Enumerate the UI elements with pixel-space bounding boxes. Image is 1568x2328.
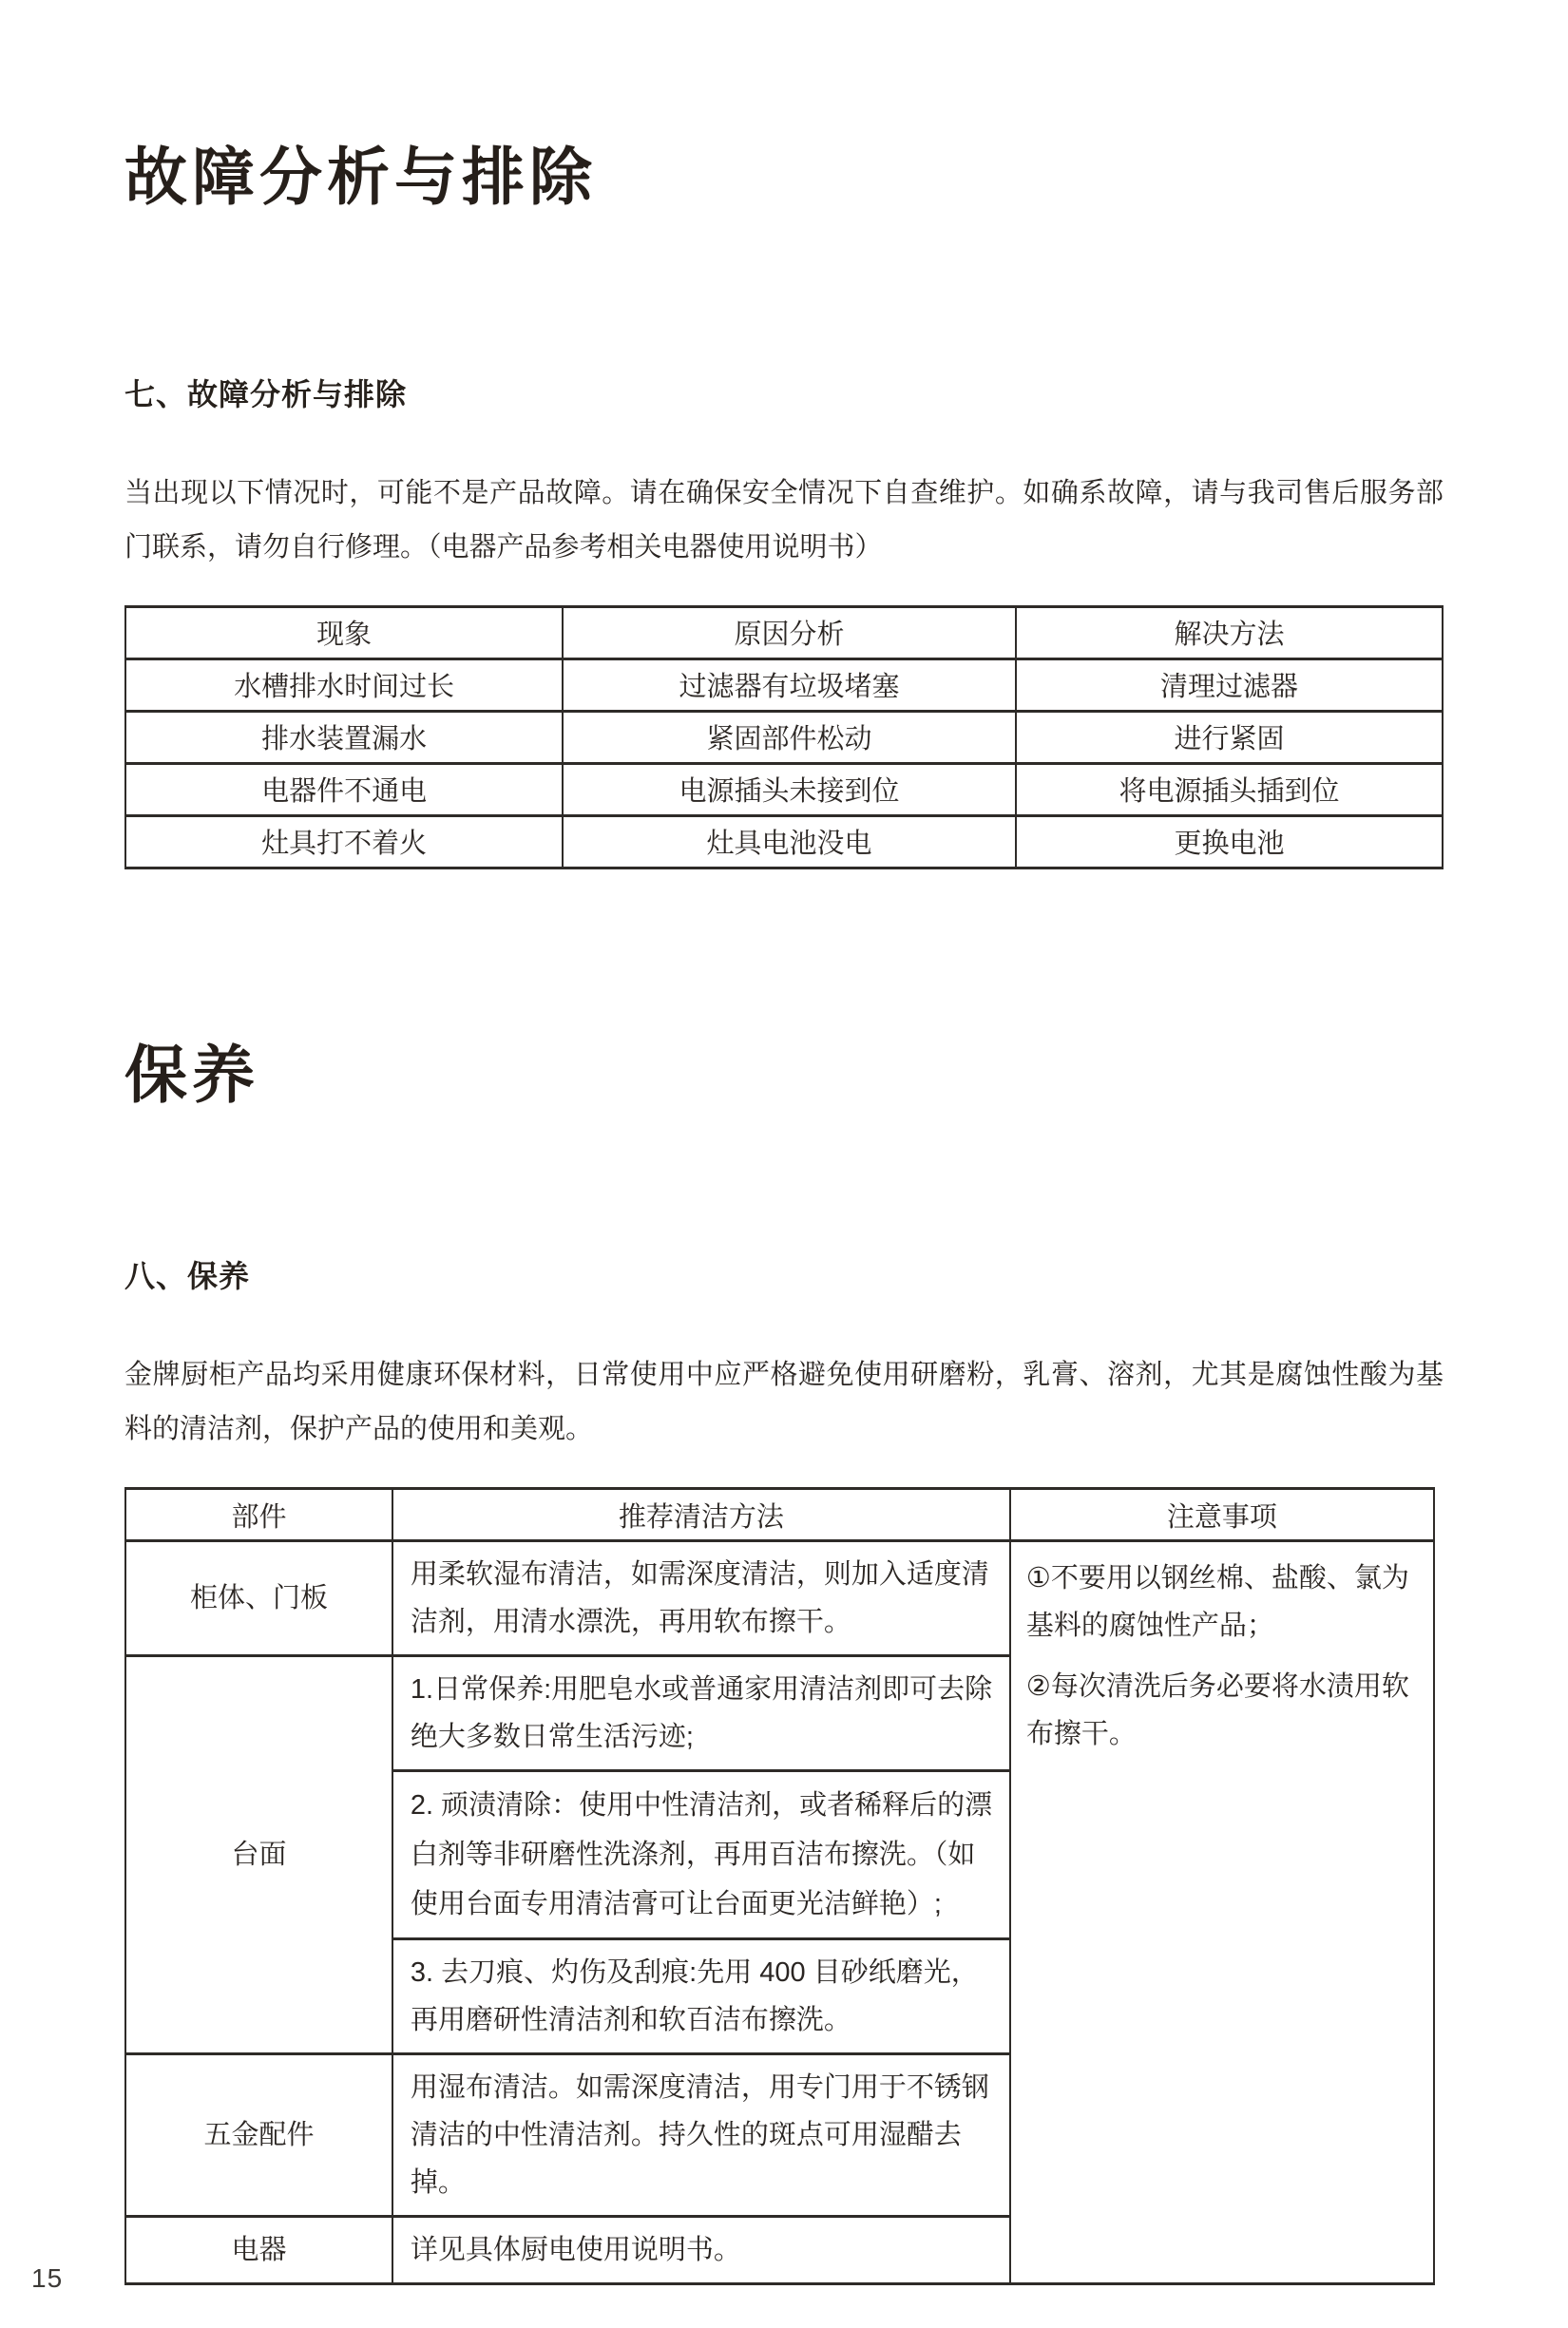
table-header-row xyxy=(125,1489,1434,1541)
t1-cell: 紧固部件松动 xyxy=(563,711,1016,763)
section1-heading: 七、故障分析与排除 xyxy=(124,376,408,411)
t2-method-countertop-1: 1.日常保养:用肥皂水或普通家用清洁剂即可去除绝大多数日常生活污迹; xyxy=(392,1656,1010,1771)
t2-method-appliance: 详见具体厨电使用说明书。 xyxy=(392,2217,1010,2284)
section2-intro: 金牌厨柜产品均采用健康环保材料，日常使用中应严格避免使用研磨粉，乳膏、溶剂，尤其是腐蚀性酸为基料的清洁剂，保护产品的使用和美观。 xyxy=(124,1360,1444,1445)
note-item-1: ①不要用以钢丝棉、盐酸、氯为基料的腐蚀性产品； xyxy=(1025,1563,1409,1642)
t1-cell: 排水装置漏水 xyxy=(125,711,563,763)
t1-cell: 清理过滤器 xyxy=(1016,658,1443,711)
maintenance-table xyxy=(124,1487,1435,2285)
t2-notes-cell xyxy=(1010,1541,1434,2284)
t2-header-method: 推荐清洁方法 xyxy=(392,1489,1010,1541)
t2-header-notes: 注意事项 xyxy=(1010,1489,1434,1541)
table-row xyxy=(125,763,1443,815)
table-row xyxy=(125,1541,1434,1656)
t1-header-solution: 解决方法 xyxy=(1016,606,1443,658)
t2-method-hardware: 用湿布清洁。如需深度清洁，用专门用于不锈钢清洁的中性清洁剂。持久性的斑点可用湿醋去掉。 xyxy=(392,2054,1010,2217)
section1-title: 故障分析与排除 xyxy=(124,142,597,212)
t2-part-cabinet: 柜体、门板 xyxy=(125,1541,392,1656)
t1-cell: 电器件不通电 xyxy=(125,763,563,815)
section2-heading: 八、保养 xyxy=(124,1259,251,1294)
t1-cell: 水槽排水时间过长 xyxy=(125,658,563,711)
t1-cell: 过滤器有垃圾堵塞 xyxy=(563,658,1016,711)
t1-cell: 将电源插头插到位 xyxy=(1016,763,1443,815)
t1-cell: 进行紧固 xyxy=(1016,711,1443,763)
page-number: 15 xyxy=(31,2263,64,2293)
t1-cell: 灶具电池没电 xyxy=(563,815,1016,868)
note-item-2: ②每次清洗后务必要将水渍用软布擦干。 xyxy=(1025,1671,1409,1750)
table-header-row xyxy=(125,606,1443,658)
t2-part-appliance: 电器 xyxy=(125,2217,392,2284)
t2-part-hardware: 五金配件 xyxy=(125,2054,392,2217)
troubleshooting-table xyxy=(124,605,1444,869)
table-row xyxy=(125,815,1443,868)
t1-cell: 电源插头未接到位 xyxy=(563,763,1016,815)
table-row xyxy=(125,711,1443,763)
t2-method-countertop-3: 3. 去刀痕、灼伤及刮痕:先用 400 目砂纸磨光，再用磨研性清洁剂和软百洁布擦洗。 xyxy=(392,1939,1010,2054)
t2-method-countertop-2: 2. 顽渍清除：使用中性清洁剂，或者稀释后的漂白剂等非研磨性洗涤剂，再用百洁布擦洗。（如使用台面专用清洁膏可让台面更光洁鲜艳）; xyxy=(392,1771,1010,1939)
section2-title: 保养 xyxy=(124,1039,259,1110)
t1-cell: 灶具打不着火 xyxy=(125,815,563,868)
section1-intro: 当出现以下情况时，可能不是产品故障。请在确保安全情况下自查维护。如确系故障，请与我司售后服务部门联系，请勿自行修理。（电器产品参考相关电器使用说明书） xyxy=(124,477,1444,563)
table-row xyxy=(125,658,1443,711)
t2-method-cabinet: 用柔软湿布清洁，如需深度清洁，则加入适度清洁剂，用清水漂洗，再用软布擦干。 xyxy=(392,1541,1010,1656)
t2-header-part: 部件 xyxy=(125,1489,392,1541)
t1-cell: 更换电池 xyxy=(1016,815,1443,868)
t1-header-phenomenon: 现象 xyxy=(125,606,563,658)
t1-header-cause: 原因分析 xyxy=(563,606,1016,658)
t2-part-countertop: 台面 xyxy=(125,1656,392,2054)
